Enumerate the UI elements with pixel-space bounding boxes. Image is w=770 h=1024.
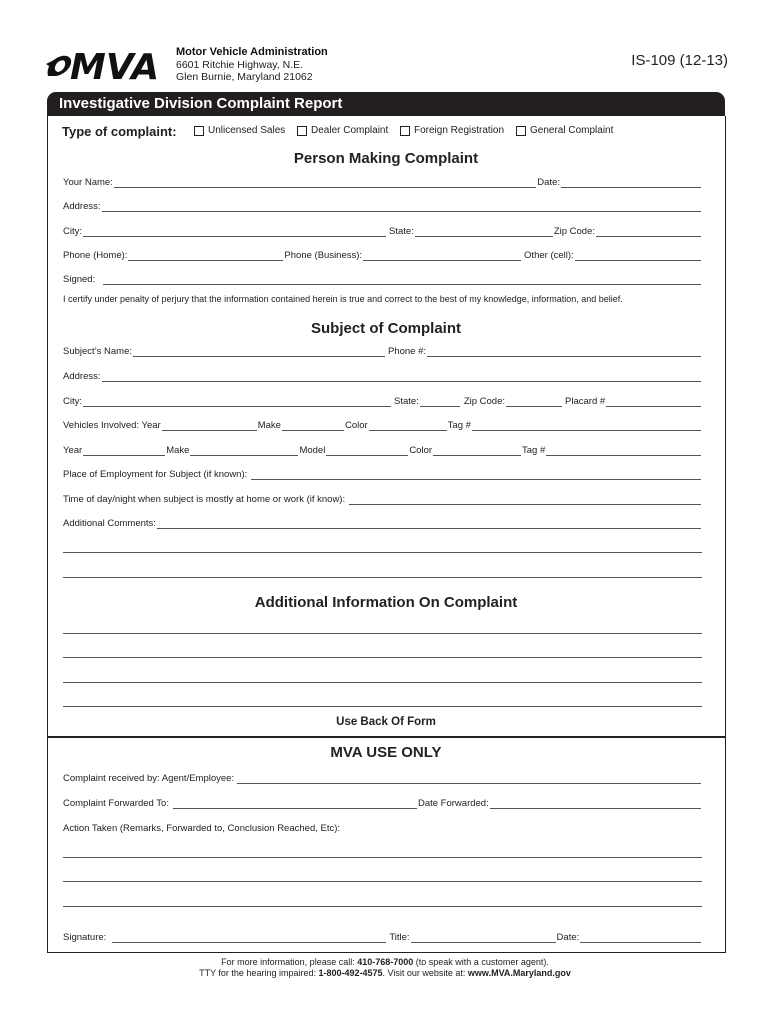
vehicle2-year-field[interactable]	[83, 446, 165, 456]
other-cell-field[interactable]	[575, 251, 701, 261]
vehicle2-model-field[interactable]	[326, 446, 408, 456]
state-field[interactable]	[415, 227, 553, 237]
logo-text: MVA	[70, 47, 160, 84]
additional-line-4[interactable]	[63, 706, 702, 707]
mva-use-title: MVA USE ONLY	[330, 744, 442, 761]
footer-website-link[interactable]: www.MVA.Maryland.gov	[467, 968, 571, 978]
subject-zip-label: Zip Code:	[463, 396, 506, 407]
subject-zip-field[interactable]	[506, 397, 562, 407]
date-forwarded-field[interactable]	[490, 799, 701, 809]
person-section-title: Person Making Complaint	[293, 150, 479, 167]
checkbox-general-complaint[interactable]: General Complaint	[516, 125, 613, 136]
agency-block	[176, 46, 328, 84]
employment-field[interactable]	[251, 470, 701, 480]
subject-address-field[interactable]	[102, 372, 702, 382]
signature-field[interactable]	[112, 933, 386, 943]
vehicle2-make-field[interactable]	[190, 446, 298, 456]
checkbox-foreign-registration[interactable]: Foreign Registration	[400, 125, 504, 136]
checkbox-icon[interactable]	[516, 126, 526, 136]
phone-row	[63, 250, 702, 261]
action-taken-label: Action Taken (Remarks, Forwarded to, Conclusion Reached, Etc):	[63, 823, 341, 834]
vehicle2-tag-field[interactable]	[546, 446, 701, 456]
zip-label: Zip Code:	[553, 226, 596, 237]
vehicle1-make-field[interactable]	[282, 421, 344, 431]
subject-section-title: Subject of Complaint	[311, 320, 461, 337]
vehicle2-color-field[interactable]	[433, 446, 521, 456]
title-label: Title:	[389, 932, 410, 943]
checkbox-unlicensed-sales[interactable]: Unlicensed Sales	[194, 125, 285, 136]
action-line-3[interactable]	[63, 906, 702, 907]
action-line-2[interactable]	[63, 881, 702, 882]
use-back-note: Use Back Of Form	[336, 716, 436, 728]
other-cell-label: Other (cell):	[524, 250, 574, 261]
mva-logo	[44, 46, 170, 84]
zip-field[interactable]	[596, 227, 701, 237]
placard-field[interactable]	[606, 397, 701, 407]
footer-line-1: For more information, please call: 410-768-7000 (to speak with a customer agent).	[221, 957, 549, 967]
vehicle2-make-label: Make	[166, 445, 190, 456]
checkbox-dealer-complaint[interactable]: Dealer Complaint	[297, 125, 388, 136]
checkbox-icon[interactable]	[297, 126, 307, 136]
vehicle1-color-field[interactable]	[369, 421, 447, 431]
state-label: State:	[389, 226, 414, 237]
phone-business-label: Phone (Business):	[284, 250, 363, 261]
forwarded-to-label: Complaint Forwarded To:	[63, 798, 169, 809]
report-banner	[47, 92, 725, 116]
address-field[interactable]	[102, 202, 702, 212]
subject-state-label: State:	[394, 396, 419, 407]
placard-label: Placard #	[565, 396, 606, 407]
footer-phone: 410-768-7000	[357, 957, 414, 967]
additional-section-title: Additional Information On Complaint	[254, 594, 518, 611]
comments-row	[63, 518, 702, 529]
date-forwarded-label: Date Forwarded:	[417, 798, 489, 809]
comments-label: Additional Comments:	[63, 518, 156, 529]
vehicle2-model-label: Model	[299, 445, 326, 456]
phone-business-field[interactable]	[363, 251, 521, 261]
vehicles-year-label: Vehicles Involved: Year	[63, 420, 161, 431]
signature-label: Signature:	[63, 932, 107, 943]
signed-label: Signed:	[63, 274, 96, 285]
received-by-label: Complaint received by: Agent/Employee:	[63, 773, 235, 784]
comments-line-3[interactable]	[63, 577, 702, 578]
time-of-day-label: Time of day/night when subject is mostly at home or work (if know):	[63, 494, 346, 505]
checkbox-icon[interactable]	[194, 126, 204, 136]
date-label: Date:	[537, 177, 560, 188]
your-name-row	[63, 177, 702, 188]
your-name-label: Your Name:	[63, 177, 113, 188]
subject-phone-label: Phone #:	[388, 346, 427, 357]
city-field[interactable]	[83, 227, 386, 237]
subject-phone-field[interactable]	[427, 347, 701, 357]
received-by-row	[63, 773, 702, 784]
report-title: Investigative Division Complaint Report	[59, 95, 343, 112]
forwarded-to-field[interactable]	[173, 799, 417, 809]
agency-address-1: 6601 Ritchie Highway, N.E.	[176, 58, 304, 71]
signature-date-label: Date:	[556, 932, 580, 943]
time-of-day-field[interactable]	[349, 495, 701, 505]
subject-name-field[interactable]	[133, 347, 385, 357]
signed-row	[63, 274, 702, 285]
subject-name-label: Subject’s Name:	[63, 346, 132, 357]
vehicle1-year-field[interactable]	[162, 421, 257, 431]
date-field[interactable]	[561, 178, 701, 188]
time-of-day-row	[63, 494, 702, 505]
mva-section-divider	[47, 736, 725, 738]
comments-line-2[interactable]	[63, 552, 702, 553]
vehicle1-tag-field[interactable]	[472, 421, 701, 431]
complaint-type-label: Type of complaint:	[62, 124, 177, 139]
signed-field[interactable]	[103, 275, 701, 285]
comments-field[interactable]	[157, 519, 701, 529]
subject-city-field[interactable]	[83, 397, 391, 407]
subject-state-field[interactable]	[420, 397, 460, 407]
signature-row	[63, 932, 702, 943]
vehicle2-tag-label: Tag #	[522, 445, 546, 456]
subject-city-row	[63, 396, 702, 407]
vehicle1-make-label: Make	[257, 420, 281, 431]
city-label: City:	[63, 226, 82, 237]
employment-row	[63, 469, 702, 480]
vehicle1-color-label: Color	[344, 420, 368, 431]
footer-tty: 1-800-492-4575	[318, 968, 383, 978]
forwarded-row	[63, 798, 702, 809]
your-name-field[interactable]	[114, 178, 536, 188]
certification-text: I certify under penalty of perjury that the information contained herein is true and correct to the best of my knowledge, information, and belief.	[63, 294, 623, 304]
address-label: Address:	[63, 201, 101, 212]
subject-address-row	[63, 371, 702, 382]
action-taken-row	[63, 823, 702, 834]
action-line-1[interactable]	[63, 857, 702, 858]
vehicle-row-1	[63, 420, 702, 431]
phone-home-label: Phone (Home):	[63, 250, 128, 261]
footer-line-2: TTY for the hearing impaired: 1-800-492-4575. Visit our website at: www.MVA.Maryland.gov	[199, 968, 571, 978]
form-number: IS-109 (12-13)	[631, 52, 728, 69]
agency-address-2: Glen Burnie, Maryland 21062	[176, 71, 313, 83]
title-field[interactable]	[411, 933, 556, 943]
checkbox-icon[interactable]	[400, 126, 410, 136]
vehicle-row-2	[63, 445, 702, 456]
vehicle2-color-label: Color	[409, 445, 433, 456]
vehicle1-tag-label: Tag #	[447, 420, 471, 431]
subject-address-label: Address:	[63, 371, 101, 382]
subject-city-label: City:	[63, 396, 82, 407]
additional-line-2[interactable]	[63, 657, 702, 658]
employment-label: Place of Employment for Subject (if known):	[63, 469, 248, 480]
received-by-field[interactable]	[237, 774, 701, 784]
city-row	[63, 226, 702, 237]
subject-name-row	[63, 346, 702, 357]
phone-home-field[interactable]	[128, 251, 283, 261]
agency-name: Motor Vehicle Administration	[176, 46, 328, 58]
vehicle2-year-label: Year	[63, 445, 83, 456]
address-row	[63, 201, 702, 212]
additional-line-1[interactable]	[63, 633, 702, 634]
signature-date-field[interactable]	[580, 933, 701, 943]
additional-line-3[interactable]	[63, 682, 702, 683]
